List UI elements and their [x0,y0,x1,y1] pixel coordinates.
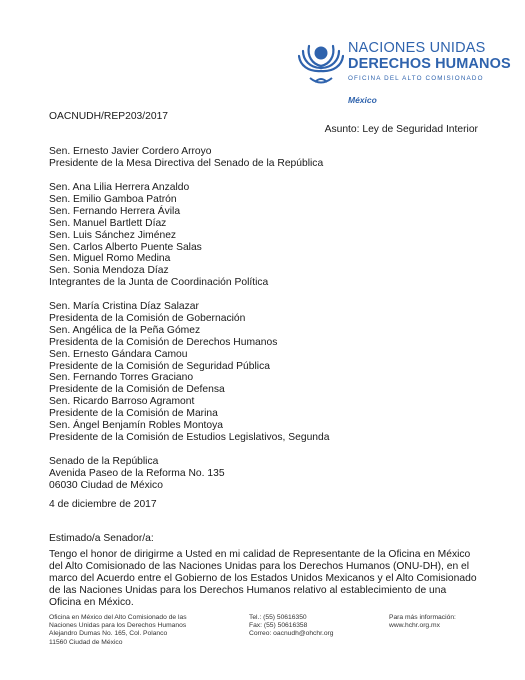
addressee-line: Sen. Carlos Alberto Puente Salas [49,241,202,253]
footer-line: 11560 Ciudad de México [49,638,123,646]
reference-number: OACNUDH/REP203/2017 [49,111,169,122]
addressee-line: Presidenta de la Comisión de Gobernación [49,312,246,324]
addressee-line: Presidente de la Comisión de Marina [49,408,218,420]
un-emblem-icon [298,38,344,88]
letter-date: 4 de diciembre de 2017 [49,499,157,510]
logo-line-3: OFICINA DEL ALTO COMISIONADO [348,75,484,82]
addressee-line: Presidente de la Comisión de Seguridad Pública [49,360,270,372]
footer-office-address [49,614,187,647]
address-line: Avenida Paseo de la Reforma No. 135 [49,467,225,479]
addressee-line: Sen. María Cristina Díaz Salazar [49,301,199,312]
footer-line: Alejandro Dumas No. 165, Col. Polanco [49,630,168,638]
footer-contact [249,614,334,639]
footer-email: Correo: oacnudh@ohchr.org [249,630,334,638]
footer-website: www.hchr.org.mx [389,622,440,630]
un-human-rights-logo [298,38,511,110]
address-line: 06030 Ciudad de México [49,479,163,491]
addressee-line: Sen. Ana Lilia Herrera Anzaldo [49,182,190,193]
addressee-line: Presidente de la Comisión de Estudios Legislativos, Segunda [49,431,330,443]
addressee-line: Sen. Ángel Benjamín Robles Montoya [49,420,224,432]
addressee-line: Sen. Ernesto Javier Cordero Arroyo [49,146,212,157]
addressee-block-2 [49,182,268,289]
logo-line-1: NACIONES UNIDAS [348,40,486,56]
addressee-line: Sen. Luis Sánchez Jiménez [49,229,177,241]
address-line: Senado de la República [49,456,159,467]
salutation: Estimado/a Senador/a: [49,533,154,544]
addressee-block-1 [49,146,323,170]
addressee-line: Sen. Angélica de la Peña Gómez [49,324,201,336]
addressee-line: Presidente de la Mesa Directiva del Senado de la República [49,157,324,169]
addressee-line: Sen. Emilio Gamboa Patrón [49,193,177,205]
footer-info [389,614,456,630]
postal-address [49,456,225,492]
subject-line: Asunto: Ley de Seguridad Interior [324,124,478,135]
addressee-line: Sen. Miguel Romo Medina [49,253,171,265]
footer-line: Naciones Unidas para los Derechos Humanos [49,622,187,630]
body-paragraph: Tengo el honor de dirigirme a Usted en mi calidad de Representante de la Oficina en México del Alto Comisionado de las Naciones Unidas para los Derechos Humanos (ONU-DH), en el marco del Acuerdo entre el Gobierno de los Estados Unidos Mexicanos y el Alto Comisionado de las Naciones Unidas para los Derechos Humanos relativo al establecimiento de una Oficina en México. [49,549,477,608]
addressee-line: Presidente de la Comisión de Defensa [49,384,225,396]
addressee-line: Integrantes de la Junta de Coordinación Política [49,277,269,289]
logo-line-4: México [348,95,377,105]
footer-fax: Fax: (55) 50616358 [249,622,308,630]
addressee-line: Sen. Fernando Herrera Ávila [49,205,181,217]
footer-info-label: Para más información: [389,614,456,621]
addressee-line: Sen. Manuel Bartlett Díaz [49,217,167,229]
addressee-line: Sen. Ernesto Gándara Camou [49,348,188,360]
footer-line: Oficina en México del Alto Comisionado de las [49,614,187,621]
logo-line-2: DERECHOS HUMANOS [348,56,511,72]
footer-phone: Tel.: (55) 50616350 [249,614,307,621]
addressee-line: Sen. Fernando Torres Graciano [49,372,194,384]
addressee-line: Sen. Ricardo Barroso Agramont [49,396,195,408]
addressee-line: Presidenta de la Comisión de Derechos Humanos [49,336,278,348]
addressee-block-3 [49,301,329,444]
addressee-line: Sen. Sonia Mendoza Díaz [49,265,169,277]
